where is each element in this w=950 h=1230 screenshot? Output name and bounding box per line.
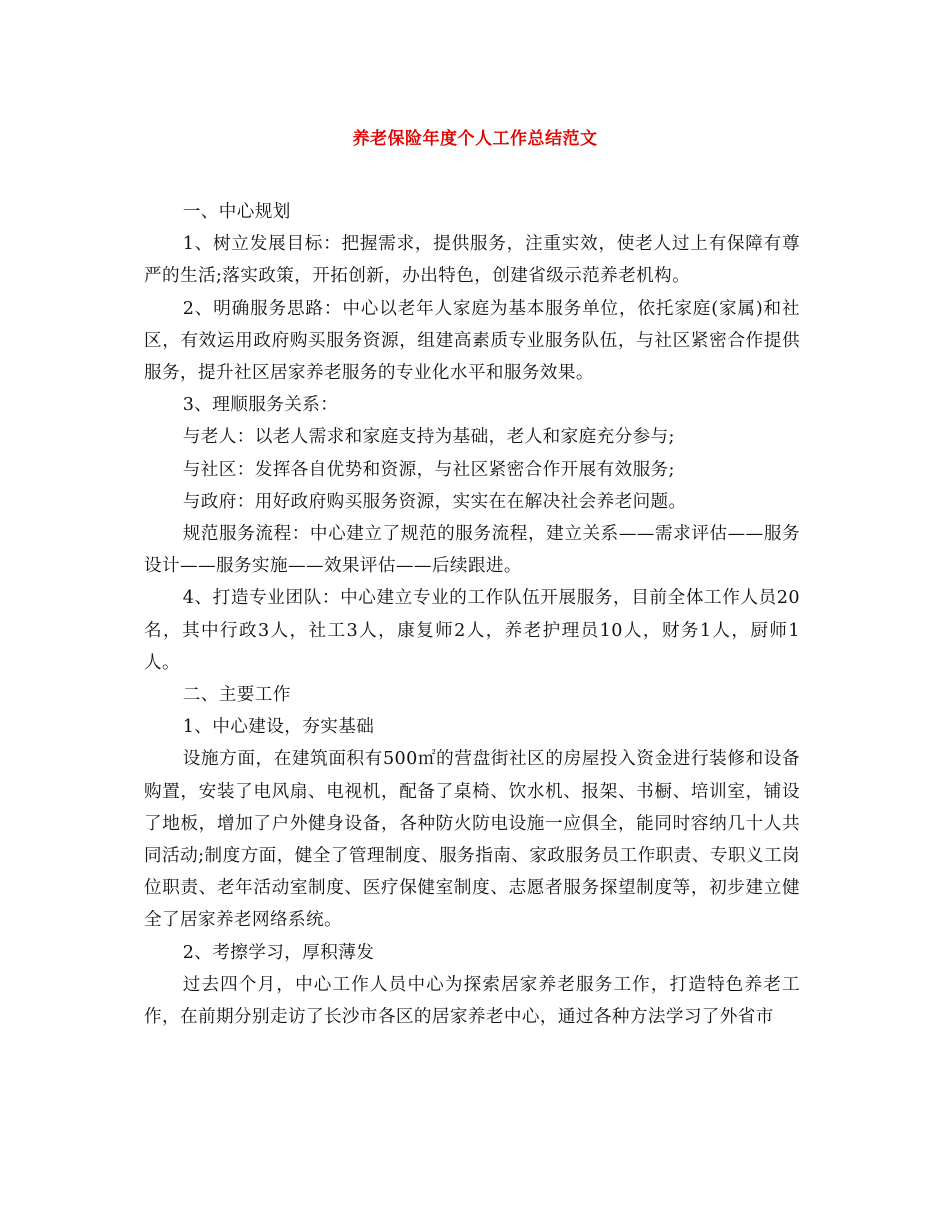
- paragraph: 3、理顺服务关系：: [182, 395, 339, 416]
- paragraph: 与老人：以老人需求和家庭支持为基础，老人和家庭充分参与;: [182, 427, 675, 448]
- paragraph: 规范服务流程：中心建立了规范的服务流程，建立关系——需求评估——服务设计——服务实施——效果评估——后续跟进。: [144, 524, 800, 577]
- paragraph: 4、打造专业团队：中心建立专业的工作队伍开展服务，目前全体工作人员20名，其中行政3人，社工3人，康复师2人，养老护理员10人，财务1人，厨师1人。: [144, 588, 800, 673]
- document-body: [144, 196, 800, 1033]
- paragraph: 与政府：用好政府购买服务资源，实实在在解决社会养老问题。: [182, 491, 687, 512]
- paragraph: 设施方面，在建筑面积有500㎡的营盘街社区的房屋投入资金进行装修和设备购置，安装了电风扇、电视机，配备了桌椅、饮水机、报架、书橱、培训室，铺设了地板，增加了户外健身设备，各种防火防电设施一应俱全，能同时容纳几十人共同活动;制度方面，健全了管理制度、服务指南、家政服务员工作职责、专职义工岗位职责、老年活动室制度、医疗保健室制度、志愿者服务探望制度等，初步建立健全了居家养老网络系统。: [144, 749, 800, 931]
- paragraph: 过去四个月，中心工作人员中心为探索居家养老服务工作，打造特色养老工作，在前期分别走访了长沙市各区的居家养老中心，通过各种方法学习了外省市: [144, 974, 800, 1028]
- section-heading: 一、中心规划: [182, 202, 291, 222]
- paragraph: 与社区：发挥各自优势和资源，与社区紧密合作开展有效服务;: [182, 459, 675, 480]
- paragraph: 2、考擦学习，厚积薄发: [182, 942, 375, 963]
- document-title: 养老保险年度个人工作总结范文: [352, 129, 598, 149]
- paragraph: 1、树立发展目标：把握需求，提供服务，注重实效，使老人过上有保障有尊严的生活;落实政策，开拓创新，办出特色，创建省级示范养老机构。: [144, 234, 800, 287]
- paragraph: 1、中心建设，夯实基础: [182, 717, 375, 738]
- paragraph: 2、明确服务思路：中心以老年人家庭为基本服务单位，依托家庭(家属)和社区，有效运用政府购买服务资源，组建高素质专业服务队伍，与社区紧密合作提供服务，提升社区居家养老服务的专业化水平和服务效果。: [144, 298, 800, 384]
- section-heading: 二、主要工作: [182, 685, 291, 706]
